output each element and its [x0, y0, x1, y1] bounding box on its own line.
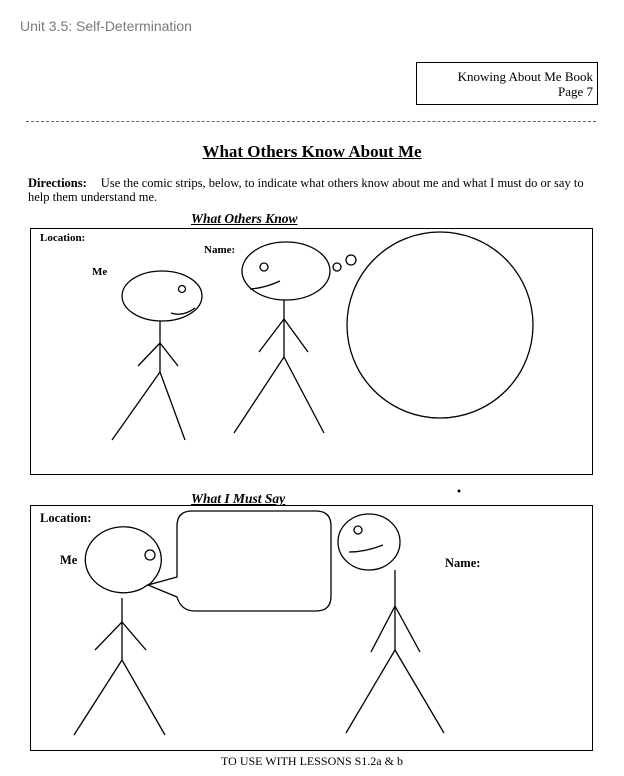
panel2-location-label: Location: — [40, 511, 92, 525]
panel1-location-label: Location: — [40, 232, 86, 244]
panel1-me-label: Me — [92, 266, 108, 278]
me-speaking-stick-figure — [74, 527, 165, 735]
panel2-name-label: Name: — [445, 556, 481, 570]
listener-stick-figure — [338, 514, 444, 733]
book-page: Page 7 — [557, 84, 593, 99]
footer-lessons: TO USE WITH LESSONS S1.2a & b — [221, 754, 403, 768]
panel1-name-label: Name: — [204, 244, 236, 256]
panel1-heading: What Others Know — [191, 211, 298, 226]
directions-label: Directions: — [28, 176, 87, 190]
unit-header: Unit 3.5: Self-Determination — [20, 18, 192, 34]
speech-bubble — [148, 511, 331, 611]
panel2-me-label: Me — [60, 553, 78, 567]
directions-text: Use the comic strips, below, to indicate what others know about me and what I must do or say to help them understand me. — [28, 176, 584, 204]
page-title: What Others Know About Me — [202, 142, 422, 161]
stray-dot — [458, 490, 460, 492]
book-title: Knowing About Me Book — [457, 69, 593, 84]
other-stick-figure — [234, 242, 330, 433]
me-stick-figure — [112, 271, 202, 440]
panel2-heading: What I Must Say — [191, 491, 286, 506]
thought-bubble — [333, 232, 533, 418]
